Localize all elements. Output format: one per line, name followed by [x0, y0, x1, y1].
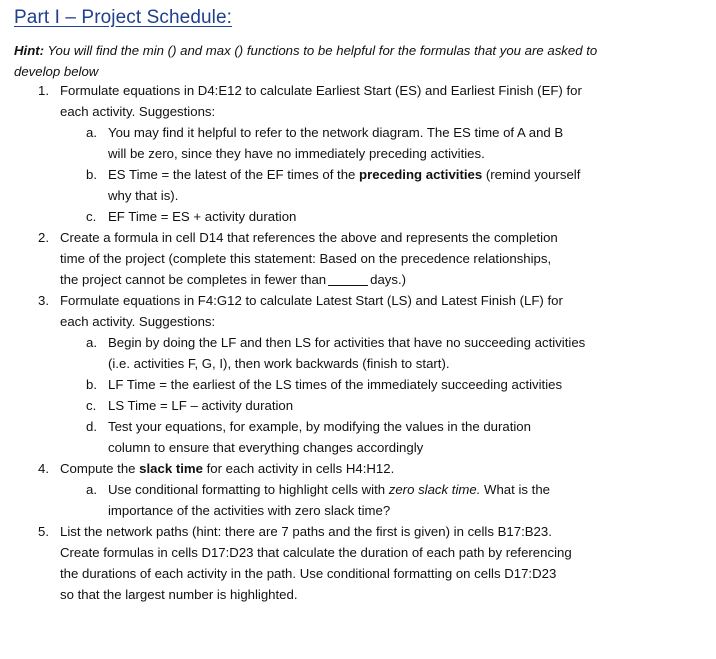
item-line: each activity. Suggestions: — [60, 104, 216, 119]
item-line: Formulate equations in D4:E12 to calculate Earliest Start (ES) and Earliest Finish (EF) for — [60, 83, 582, 98]
sub-item-number: c. — [86, 209, 97, 224]
sub-item-3c — [86, 395, 686, 416]
sub-item-line: Begin by doing the LF and then LS for activities that have no succeeding activities — [108, 335, 586, 350]
sub-item-1a — [86, 122, 686, 164]
sub-item-line: EF Time = ES + activity duration — [108, 209, 297, 224]
sub-item-3d — [86, 416, 686, 458]
sub-item-line: importance of the activities with zero slack time? — [108, 503, 391, 518]
sub-item-text: Use conditional formatting to highlight cells with — [108, 482, 389, 497]
sub-item-3a — [86, 332, 686, 374]
list-item-3 — [38, 290, 678, 332]
item-text: Compute the — [60, 461, 140, 476]
sub-item-number: a. — [86, 125, 97, 140]
item-bold: slack time — [139, 461, 203, 476]
sub-item-line: LF Time = the earliest of the LS times of the immediately succeeding activities — [108, 377, 563, 392]
sub-item-1c — [86, 206, 686, 227]
sub-item-line: Test your equations, for example, by modifying the values in the duration — [108, 419, 531, 434]
sub-item-text: ES Time = the latest of the EF times of the — [108, 167, 360, 182]
sub-item-line: You may find it helpful to refer to the network diagram. The ES time of A and B — [108, 125, 564, 140]
answer-blank — [328, 271, 368, 286]
sub-item-text: What is the — [480, 482, 550, 497]
item-line: time of the project (complete this statement: Based on the precedence relationships, — [60, 251, 552, 266]
sub-item-line: why that is). — [108, 188, 179, 203]
sub-item-line: LS Time = LF – activity duration — [108, 398, 294, 413]
item-line: each activity. Suggestions: — [60, 314, 216, 329]
hint-paragraph — [14, 40, 614, 82]
item-number: 1. — [38, 83, 49, 98]
item-line: Create formulas in cells D17:D23 that calculate the duration of each path by referencing — [60, 545, 572, 560]
list-item-1 — [38, 80, 678, 122]
item-number: 5. — [38, 524, 49, 539]
item-number: 4. — [38, 461, 49, 476]
sub-item-3b — [86, 374, 686, 395]
item-text: the project cannot be completes in fewer than — [60, 272, 327, 287]
item-text: days.) — [370, 272, 407, 287]
sub-item-line: (i.e. activities F, G, I), then work backwards (finish to start). — [108, 356, 450, 371]
sub-item-number: a. — [86, 482, 97, 497]
item-line: the durations of each activity in the path. Use conditional formatting on cells D17:D23 — [60, 566, 557, 581]
sub-item-number: d. — [86, 419, 97, 434]
sub-item-italic: zero slack time. — [388, 482, 481, 497]
sub-item-number: a. — [86, 335, 97, 350]
item-number: 3. — [38, 293, 49, 308]
sub-item-4a — [86, 479, 686, 521]
hint-label: Hint: — [14, 43, 45, 58]
item-line: List the network paths (hint: there are 7 paths and the first is given) in cells B17:B23. — [60, 524, 552, 539]
hint-text: You will find the min () and max () functions to be helpful for the formulas that you are asked to develop below — [14, 43, 598, 79]
sub-item-number: c. — [86, 398, 97, 413]
item-line: so that the largest number is highlighted. — [60, 587, 298, 602]
sub-item-bold: preceding activities — [359, 167, 483, 182]
page-title: Part I – Project Schedule: — [14, 7, 233, 28]
sub-item-number: b. — [86, 167, 97, 182]
list-item-4 — [38, 458, 678, 479]
list-item-2 — [38, 227, 678, 290]
item-line: Formulate equations in F4:G12 to calculate Latest Start (LS) and Latest Finish (LF) for — [60, 293, 563, 308]
sub-item-number: b. — [86, 377, 97, 392]
item-number: 2. — [38, 230, 49, 245]
list-item-5 — [38, 521, 678, 605]
sub-item-line: will be zero, since they have no immediately preceding activities. — [108, 146, 485, 161]
sub-item-line: column to ensure that everything changes accordingly — [108, 440, 424, 455]
item-line: Create a formula in cell D14 that references the above and represents the completion — [60, 230, 558, 245]
sub-item-text: (remind yourself — [482, 167, 581, 182]
item-text: for each activity in cells H4:H12. — [202, 461, 395, 476]
sub-item-1b — [86, 164, 686, 206]
